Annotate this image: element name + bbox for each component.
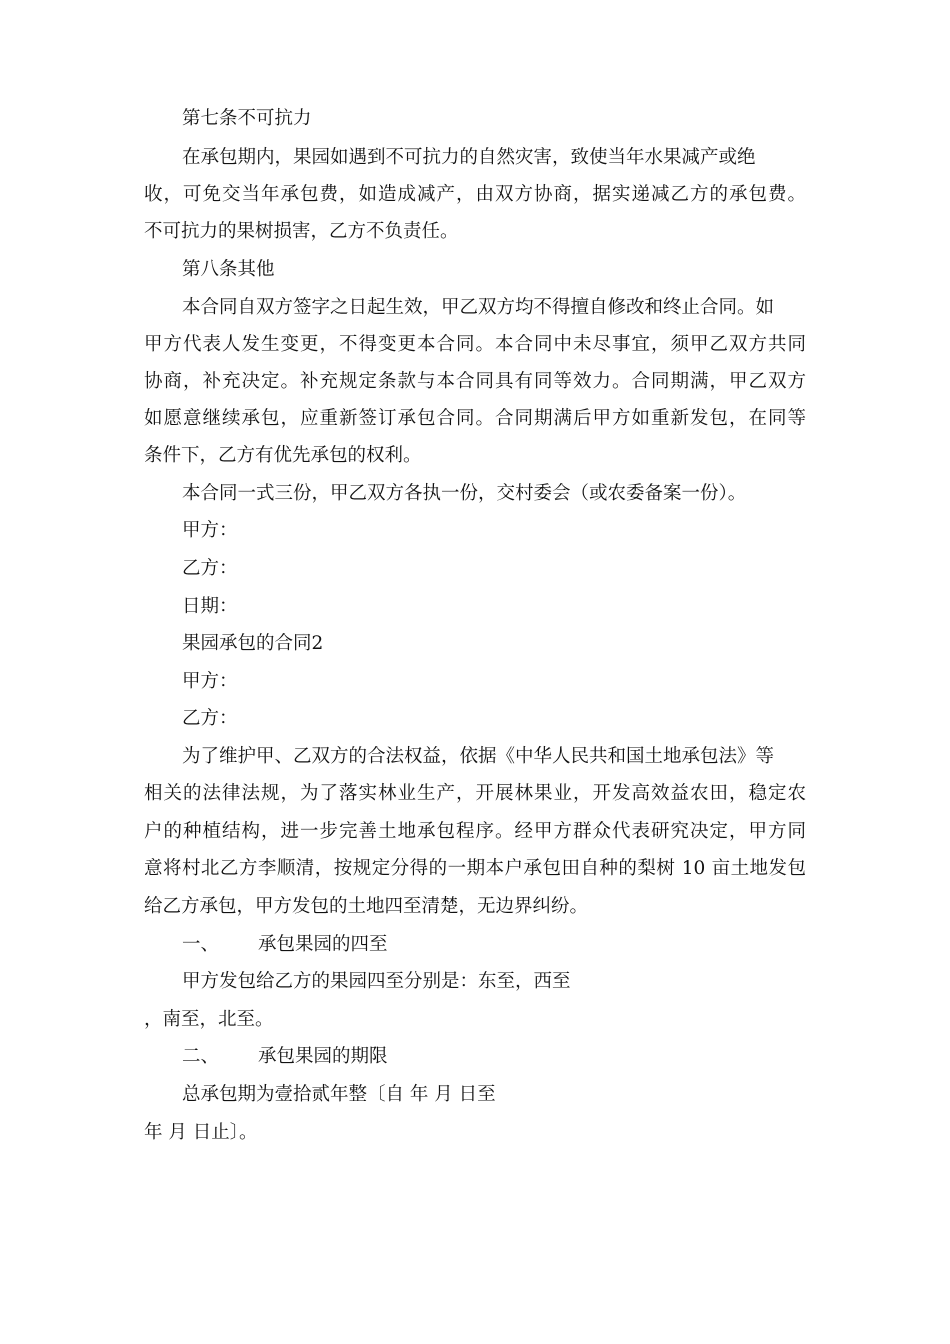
section-1-paragraph-line: 甲方发包给乙方的果园四至分别是：东至，西至 [182, 971, 571, 992]
party-a-label: 甲方： [182, 671, 238, 692]
article-8-paragraph-line: 本合同自双方签字之日起生效，甲乙双方均不得擅自修改和终止合同。如 [182, 297, 775, 318]
article-8-heading: 第八条其他 [182, 259, 275, 280]
article-7-paragraph-line: 不可抗力的果树损害，乙方不负责任。 [144, 221, 459, 242]
intro-paragraph-line: 相关的法律法规，为了落实林业生产，开展林果业，开发高效益农田，稳定农 [144, 783, 806, 804]
section-1-number: 一、 [182, 934, 220, 955]
article-7-heading: 第七条不可抗力 [182, 108, 312, 129]
party-a-label: 甲方： [182, 520, 238, 541]
section-2-paragraph-line: 总承包期为壹拾贰年整〔自 年 月 日至 [182, 1084, 496, 1105]
article-7-paragraph-line: 在承包期内，果园如遇到不可抗力的自然灾害，致使当年水果减产或绝 [182, 147, 756, 168]
article-7-paragraph-line: 收，可免交当年承包费，如造成减产，由双方协商，据实递减乙方的承包费。 [144, 184, 806, 205]
contract-2-title: 果园承包的合同2 [182, 633, 324, 654]
copies-clause: 本合同一式三份，甲乙双方各执一份，交村委会（或农委备案一份）。 [182, 483, 747, 504]
section-1-paragraph-line: ，南至，北至。 [144, 1009, 274, 1030]
article-8-paragraph-line: 如愿意继续承包，应重新签订承包合同。合同期满后甲方如重新发包，在同等 [144, 408, 806, 429]
intro-paragraph-line: 给乙方承包，甲方发包的土地四至清楚，无边界纠纷。 [144, 896, 589, 917]
intro-paragraph-line: 意将村北乙方李顺清，按规定分得的一期本户承包田自种的梨树 10 亩土地发包 [144, 858, 806, 879]
section-2-number: 二、 [182, 1046, 220, 1067]
section-2-paragraph-line: 年 月 日止〕。 [144, 1122, 258, 1143]
intro-paragraph-line: 户的种植结构，进一步完善土地承包程序。经甲方群众代表研究决定，甲方同 [144, 821, 806, 842]
party-b-label: 乙方： [182, 708, 238, 729]
date-label: 日期： [182, 596, 238, 617]
article-8-paragraph-line: 协商，补充决定。补充规定条款与本合同具有同等效力。合同期满，甲乙双方 [144, 371, 806, 392]
party-b-label: 乙方： [182, 558, 238, 579]
section-2-heading: 承包果园的期限 [258, 1046, 388, 1067]
section-1-heading: 承包果园的四至 [258, 934, 388, 955]
intro-paragraph-line: 为了维护甲、乙双方的合法权益，依据《中华人民共和国土地承包法》等 [182, 746, 775, 767]
article-8-paragraph-line: 条件下，乙方有优先承包的权利。 [144, 445, 422, 466]
article-8-paragraph-line: 甲方代表人发生变更，不得变更本合同。本合同中未尽事宜，须甲乙双方共同 [144, 334, 806, 355]
